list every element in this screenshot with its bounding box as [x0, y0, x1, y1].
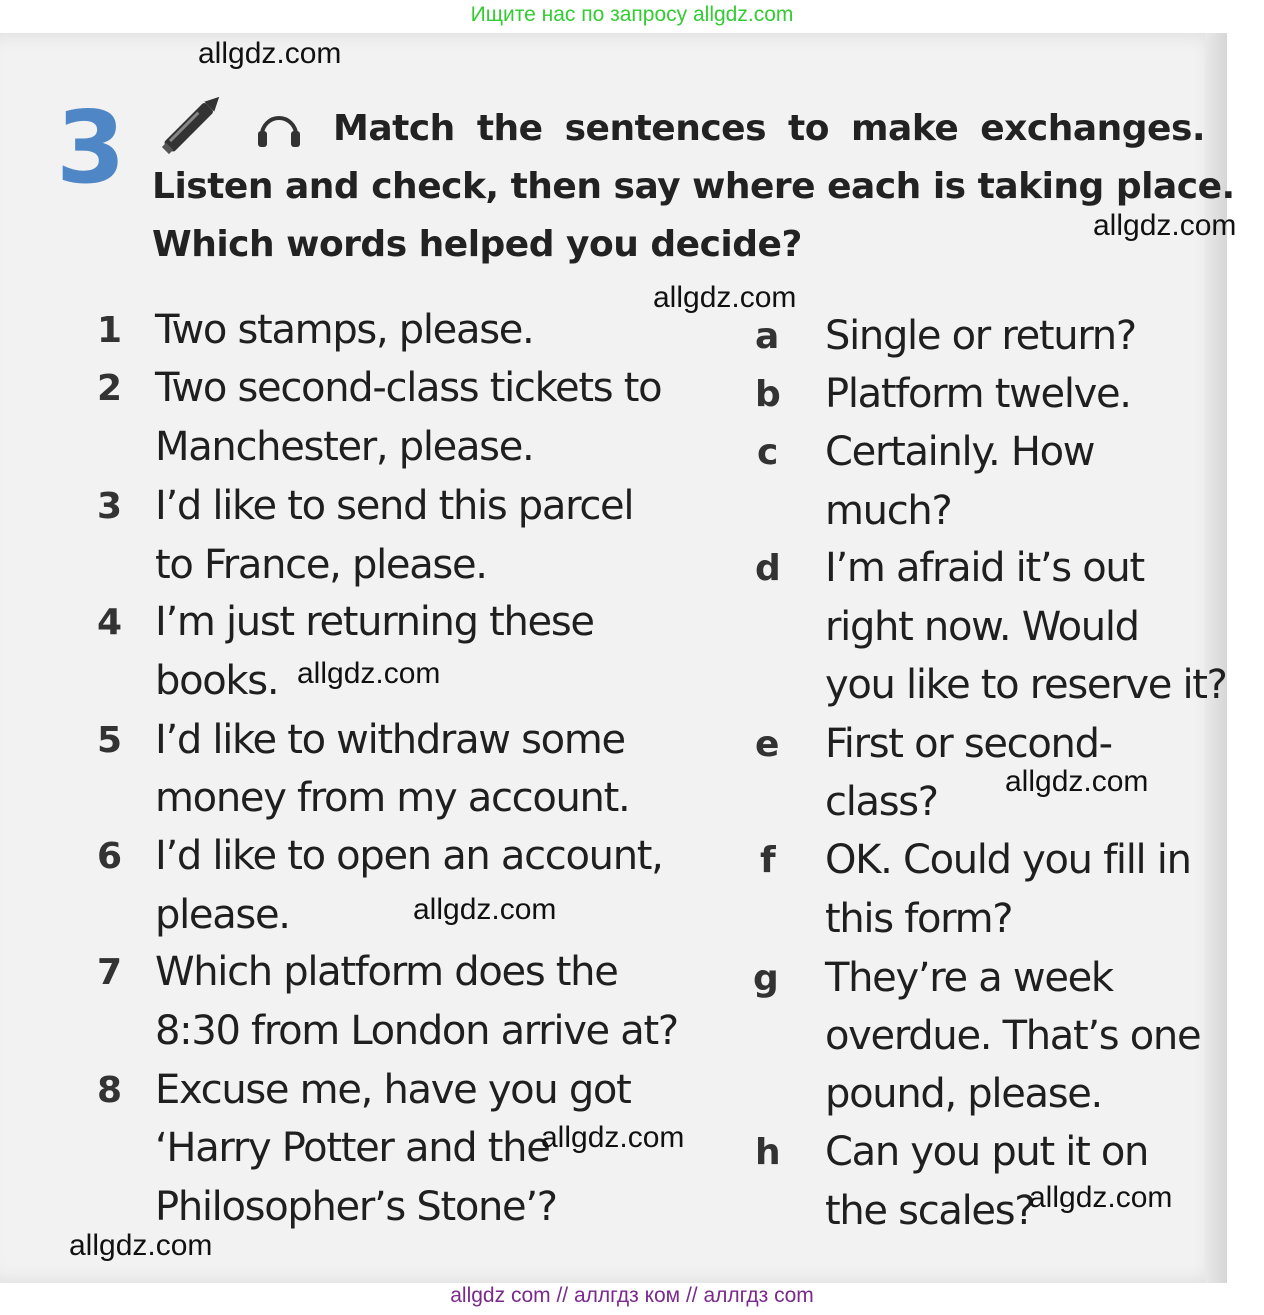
- watermark: allgdz.com: [297, 657, 441, 690]
- item-number-1: 1: [97, 310, 123, 351]
- exercise-number: 3: [56, 89, 126, 206]
- pen-icon: [152, 84, 234, 162]
- item-number-4: 4: [97, 602, 123, 643]
- answer-letter-g: g: [753, 958, 779, 999]
- answer-e-line-2: class?: [825, 779, 938, 825]
- item-1-line-1: Two stamps, please.: [155, 307, 534, 353]
- answer-letter-c: c: [757, 432, 779, 473]
- answer-letter-d: d: [755, 548, 781, 589]
- answer-h-line-1: Can you put it on: [825, 1129, 1149, 1175]
- headphones-icon: [254, 103, 304, 153]
- watermark: allgdz.com: [541, 1121, 685, 1154]
- answer-letter-h: h: [755, 1132, 781, 1173]
- watermark: allgdz.com: [198, 37, 342, 70]
- answer-h-line-2: the scales?: [825, 1188, 1035, 1234]
- answer-d-line-1: I’m afraid it’s out: [825, 545, 1144, 591]
- item-4-line-1: I’m just returning these: [155, 599, 594, 645]
- item-3-line-2: to France, please.: [155, 542, 487, 588]
- answer-f-line-2: this form?: [825, 896, 1013, 942]
- answer-b-line-1: Platform twelve.: [825, 371, 1131, 417]
- item-7-line-2: 8:30 from London arrive at?: [155, 1008, 678, 1054]
- answer-c-line-2: much?: [825, 488, 952, 534]
- item-2-line-1: Two second-class tickets to: [155, 365, 662, 411]
- answer-g-line-3: pound, please.: [825, 1071, 1102, 1117]
- watermark: allgdz.com: [1029, 1181, 1173, 1214]
- item-4-line-2: books.: [155, 658, 279, 704]
- answer-g-line-1: They’re a week: [825, 955, 1113, 1001]
- item-number-8: 8: [97, 1070, 123, 1111]
- answer-letter-a: a: [755, 316, 780, 357]
- bottom-banner[interactable]: allgdz com // аллгдз ком // аллгдз com: [450, 1284, 814, 1307]
- item-8-line-3: Philosopher’s Stone’?: [155, 1184, 557, 1230]
- item-number-3: 3: [97, 486, 123, 527]
- item-5-line-1: I’d like to withdraw some: [155, 717, 625, 763]
- item-number-7: 7: [97, 952, 123, 993]
- answer-f-line-1: OK. Could you fill in: [825, 837, 1191, 883]
- answer-letter-b: b: [755, 374, 781, 415]
- item-7-line-1: Which platform does the: [155, 949, 618, 995]
- item-number-6: 6: [97, 836, 123, 877]
- answer-letter-e: e: [755, 724, 780, 765]
- answer-e-line-1: First or second-: [825, 721, 1112, 767]
- item-3-line-1: I’d like to send this parcel: [155, 483, 634, 529]
- answer-g-line-2: overdue. That’s one: [825, 1013, 1201, 1059]
- watermark: allgdz.com: [1093, 209, 1237, 242]
- watermark: allgdz.com: [413, 893, 557, 926]
- instruction-line-1: Match the sentences to make exchanges.: [333, 108, 1206, 149]
- instruction-line-3: Which words helped you decide?: [152, 224, 802, 265]
- item-8-line-2: ‘Harry Potter and the: [155, 1125, 550, 1171]
- answer-letter-f: f: [760, 840, 776, 881]
- answer-d-line-2: right now. Would: [825, 604, 1139, 650]
- item-2-line-2: Manchester, please.: [155, 424, 534, 470]
- watermark: allgdz.com: [1005, 765, 1149, 798]
- instruction-line-2: Listen and check, then say where each is taking place.: [152, 166, 1235, 207]
- top-banner[interactable]: Ищите нас по запросу allgdz.com: [470, 3, 794, 26]
- answer-a-line-1: Single or return?: [825, 313, 1136, 359]
- item-number-2: 2: [97, 368, 123, 409]
- item-number-5: 5: [97, 720, 123, 761]
- watermark: allgdz.com: [69, 1229, 213, 1262]
- item-8-line-1: Excuse me, have you got: [155, 1067, 631, 1113]
- watermark: allgdz.com: [653, 281, 797, 314]
- item-5-line-2: money from my account.: [155, 775, 630, 821]
- answer-c-line-1: Certainly. How: [825, 429, 1095, 475]
- answer-d-line-3: you like to reserve it?: [825, 662, 1227, 708]
- item-6-line-2: please.: [155, 892, 290, 938]
- item-6-line-1: I’d like to open an account,: [155, 833, 663, 879]
